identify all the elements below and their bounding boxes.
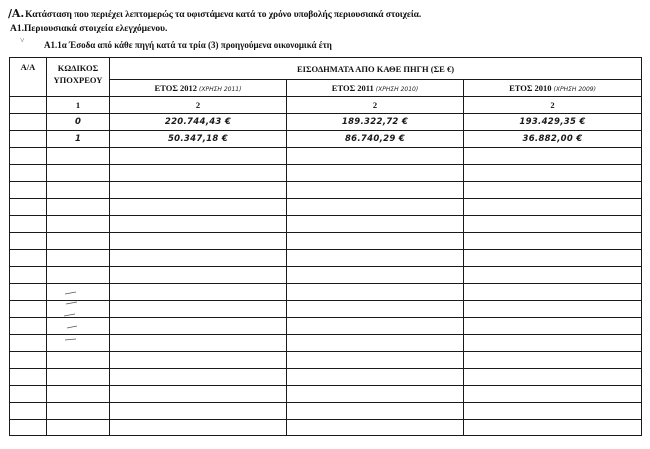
empty-row — [10, 284, 642, 301]
year-header-3 — [464, 80, 642, 97]
section-heading — [8, 7, 421, 20]
index-cell: 2 — [110, 97, 287, 114]
header-aa: Α/Α — [10, 58, 47, 97]
empty-row — [10, 199, 642, 216]
table-caption: Α1.1α Έσοδα από κάθε πηγή κατά τα τρία (3) προηγούμενα οικονομικά έτη — [44, 40, 332, 50]
pen-scribble — [62, 290, 80, 350]
row-value: 50.347,18 € — [110, 131, 287, 148]
year-header-2 — [287, 80, 464, 97]
empty-row — [10, 318, 642, 335]
row-aa — [10, 131, 47, 148]
empty-row — [10, 386, 642, 403]
row-value: 220.744,43 € — [110, 114, 287, 131]
header-income: ΕΙΣΟΔΗΜΑΤΑ ΑΠΟ ΚΑΘΕ ΠΗΓΗ (ΣΕ €) — [110, 58, 642, 80]
row-value: 36.882,00 € — [464, 131, 642, 148]
margin-mark: ˅ — [20, 36, 25, 45]
year-note: (ΧΡΗΣΗ 2010) — [375, 86, 419, 93]
index-cell: 2 — [287, 97, 464, 114]
empty-row — [10, 352, 642, 369]
empty-row — [10, 403, 642, 420]
empty-row — [10, 216, 642, 233]
header-code-line2: ΥΠΟΧΡΕΟΥ — [53, 75, 103, 85]
empty-row — [10, 301, 642, 318]
empty-row — [10, 369, 642, 386]
empty-row — [10, 267, 642, 284]
row-value: 189.322,72 € — [287, 114, 464, 131]
empty-row — [10, 182, 642, 199]
row-code: 0 — [47, 114, 110, 131]
empty-row — [10, 250, 642, 267]
empty-row — [10, 165, 642, 182]
year-header-1 — [110, 80, 287, 97]
heading-mark: /Α. — [8, 7, 25, 20]
year-note: (ΧΡΗΣΗ 2011) — [199, 86, 242, 93]
index-cell: 2 — [464, 97, 642, 114]
row-value: 86.740,29 € — [287, 131, 464, 148]
table-row — [10, 114, 642, 131]
empty-row — [10, 233, 642, 250]
year-label: ΕΤΟΣ 2012 — [154, 83, 198, 93]
empty-row — [10, 335, 642, 352]
index-cell-aa — [10, 97, 47, 114]
subsection-heading: Α1.Περιουσιακά στοιχεία ελεγχόμενου. — [10, 24, 168, 34]
row-value: 193.429,35 € — [464, 114, 642, 131]
row-code: 1 — [47, 131, 110, 148]
empty-row — [10, 148, 642, 165]
heading-text: Κατάσταση που περιέχει λεπτομερώς τα υφιστάμενα κατά το χρόνο υποβολής περιουσιακά στοιχεία. — [25, 10, 422, 20]
income-table — [9, 57, 642, 436]
index-cell: 1 — [47, 97, 110, 114]
empty-row — [10, 420, 642, 436]
year-label: ΕΤΟΣ 2010 — [509, 83, 552, 93]
row-aa — [10, 114, 47, 131]
header-code — [47, 58, 110, 97]
year-note: (ΧΡΗΣΗ 2009) — [553, 86, 596, 93]
header-code-line1: ΚΩΔΙΚΟΣ — [57, 63, 99, 73]
table-row — [10, 131, 642, 148]
year-label: ΕΤΟΣ 2011 — [331, 83, 374, 93]
